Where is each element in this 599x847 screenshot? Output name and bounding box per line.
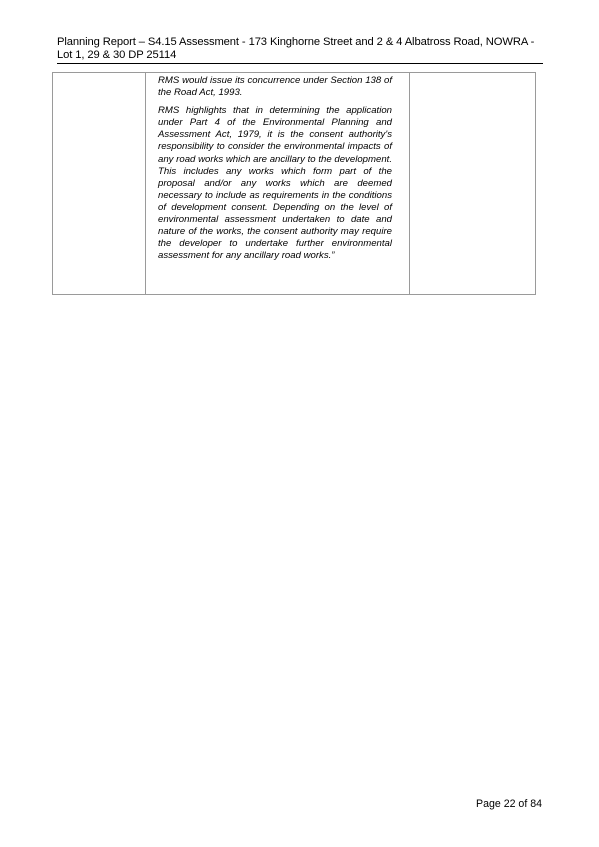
page-header <box>57 36 547 62</box>
comment-paragraph: RMS would issue its concurrence under Section 138 of the Road Act, 1993. <box>158 75 392 99</box>
table-cell-comment <box>158 75 392 268</box>
table-column-divider <box>145 73 146 294</box>
table-column-divider <box>409 73 410 294</box>
header-title-line-1: Planning Report – S4.15 Assessment - 173 Kinghorne Street and 2 & 4 Albatross Road, NOWRA - <box>57 36 535 48</box>
header-divider <box>57 63 543 64</box>
page-number: Page 22 of 84 <box>476 798 542 810</box>
assessment-table <box>52 72 536 295</box>
comment-paragraph: RMS highlights that in determining the application under Part 4 of the Environmental Planning and Assessment Act, 1979, it is the consent authority's responsibility to consider the environmental impacts of any road works which are ancillary to the development. This includes any works which form part of the proposal and/or any works which are deemed necessary to include as requirements in the conditions of development consent. Depending on the level of environmental assessment undertaken to date and nature of the works, the consent authority may require the developer to undertake further environmental assessment for any ancillary road works.” <box>158 105 392 262</box>
header-title-line-2: Lot 1, 29 & 30 DP 25114 <box>57 49 177 61</box>
